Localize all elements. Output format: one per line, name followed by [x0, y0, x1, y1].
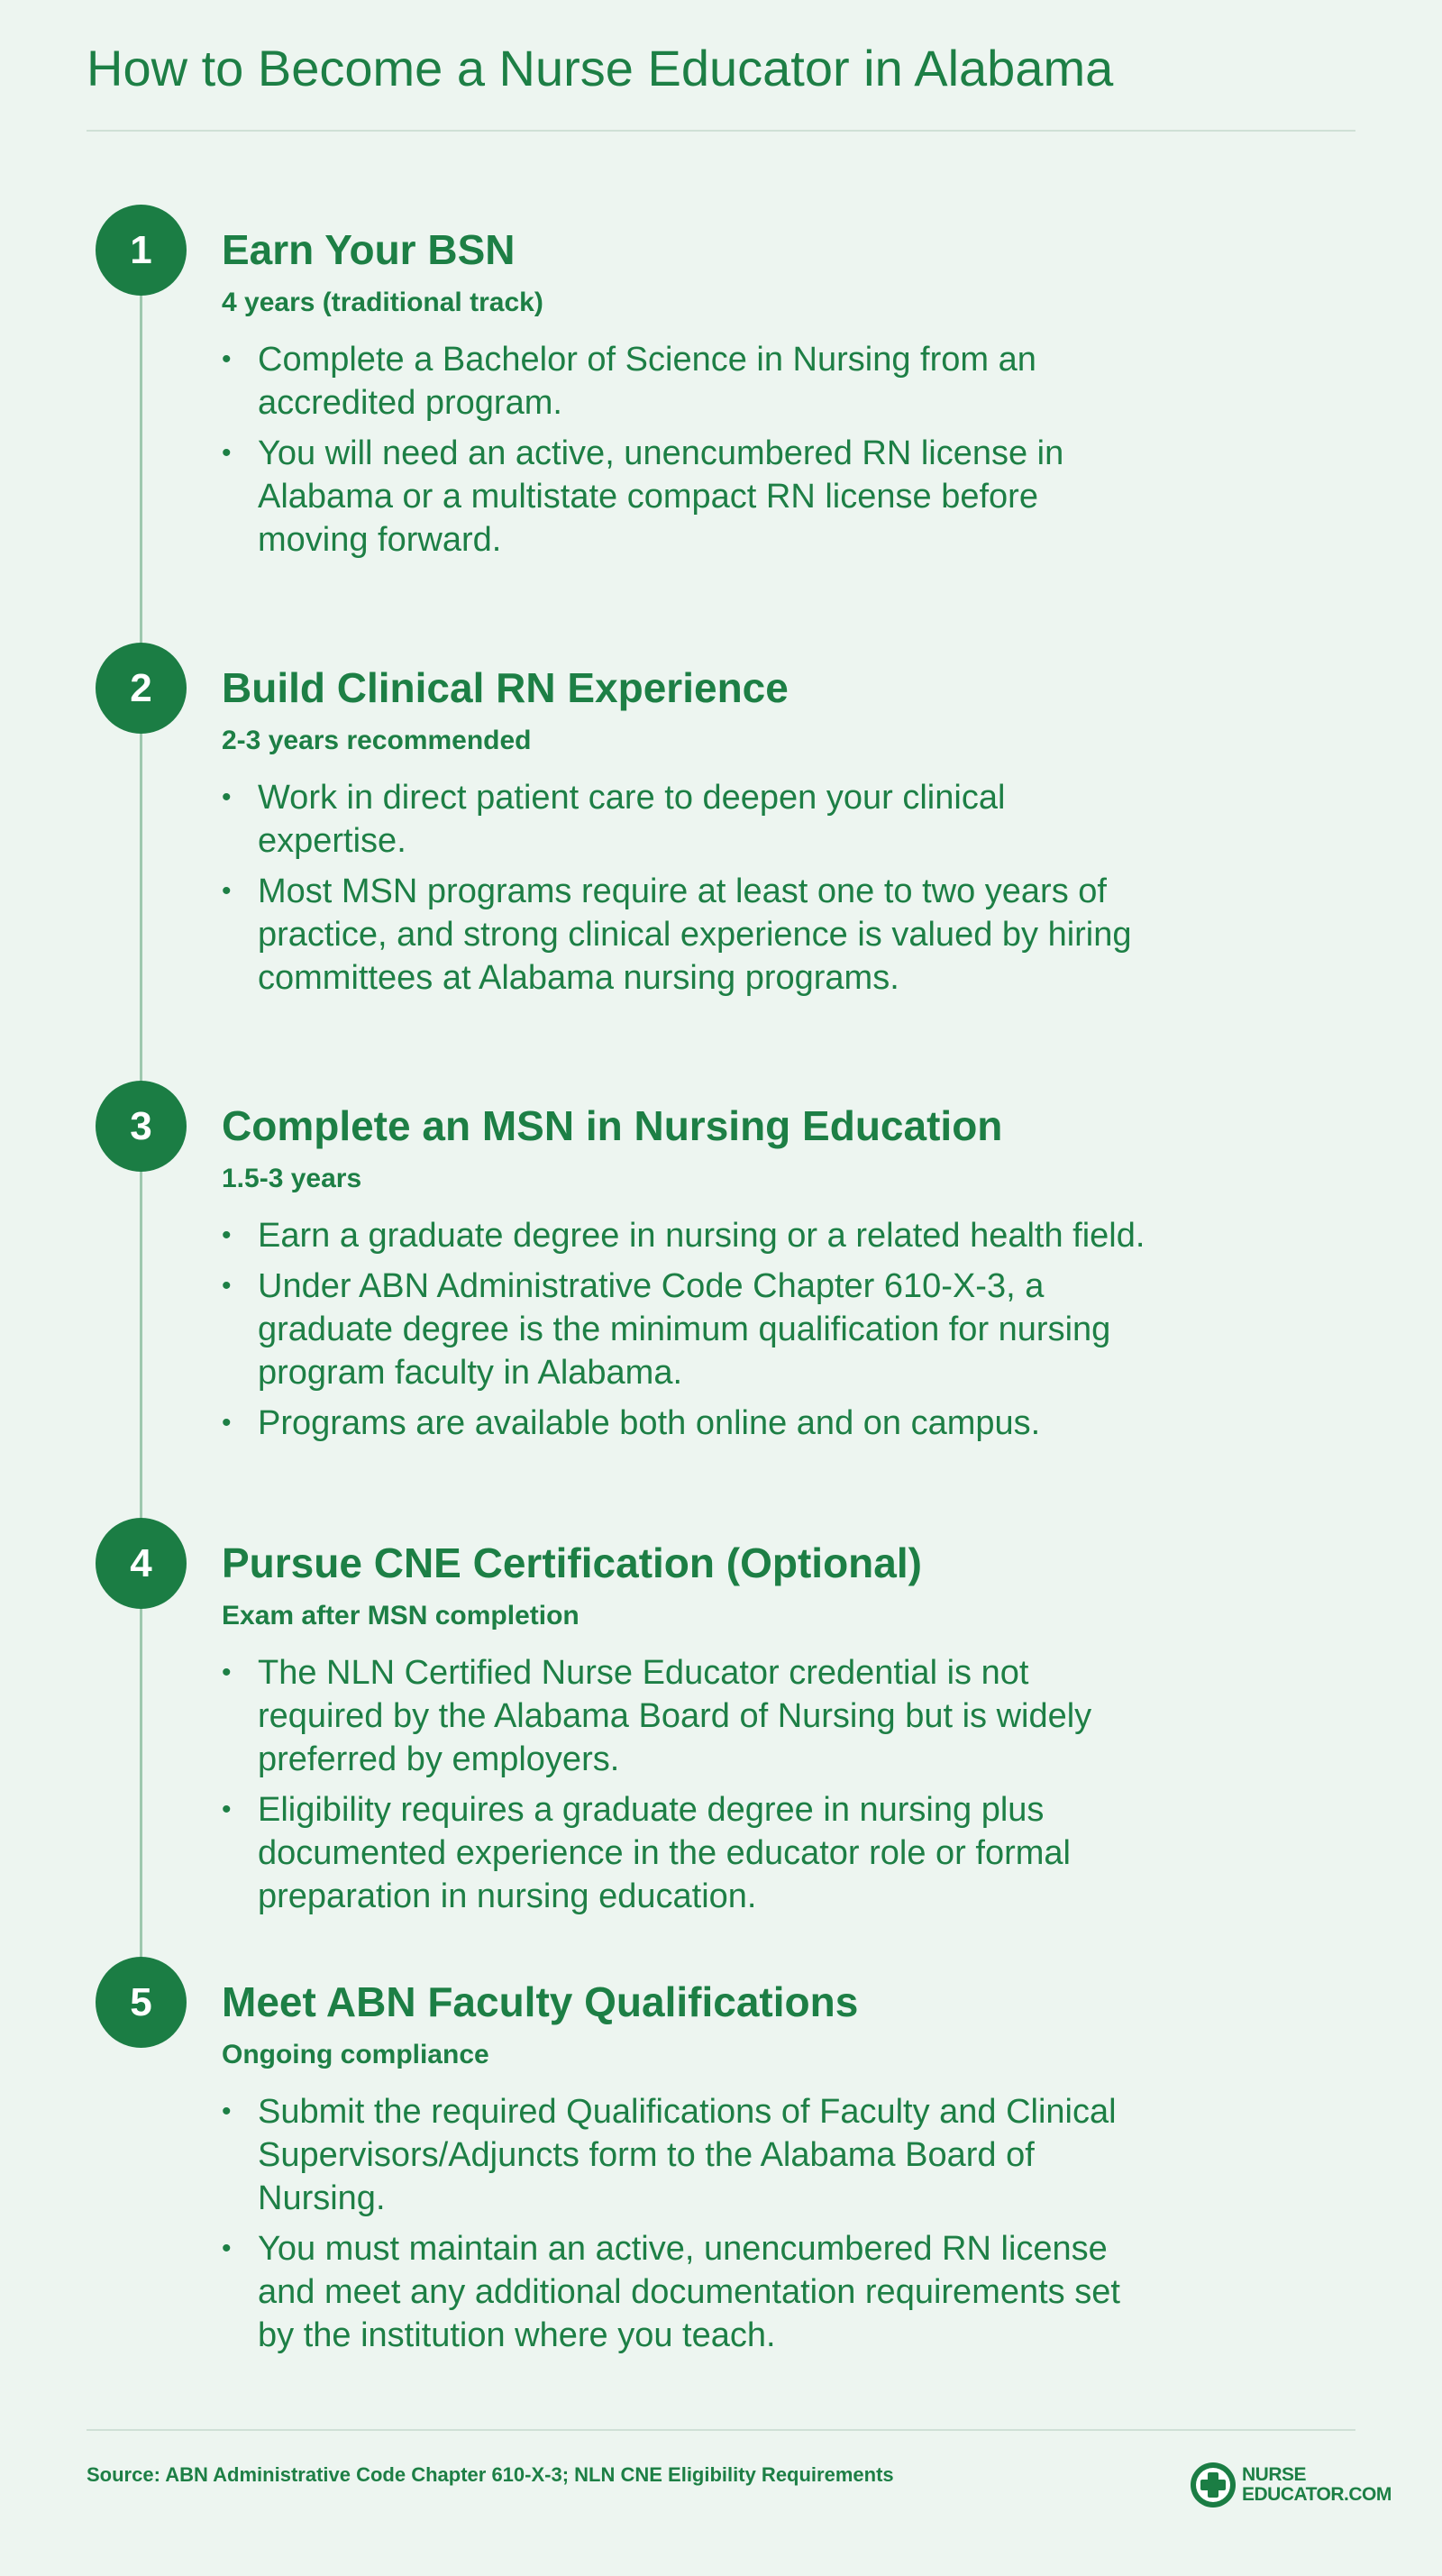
step-title: Complete an MSN in Nursing Education [222, 1102, 1003, 1149]
step-number-badge: 4 [96, 1518, 187, 1609]
step-bullet: • Most MSN programs require at least one to two years of practice, and strong clinical experience is valued by hiring committees at Alabama nursing programs. [222, 870, 1150, 1000]
step-bullet-list [222, 1651, 1150, 1925]
step-bullet-list [222, 2090, 1150, 2364]
step-bullet-list [222, 776, 1150, 1007]
footer-divider [87, 2429, 1355, 2431]
step-bullet: • Submit the required Qualifications of Faculty and Clinical Supervisors/Adjuncts form to the Alabama Board of Nursing. [222, 2090, 1150, 2220]
step-duration: 2-3 years recommended [222, 726, 532, 755]
nurse-educator-logo [1190, 2460, 1392, 2510]
step-bullet: • You must maintain an active, unencumbered RN license and meet any additional documentation requirements set by the institution where you teach. [222, 2227, 1150, 2357]
step-bullet: • Programs are available both online and on campus. [222, 1402, 1150, 1445]
logo-text-line1: NURSE [1242, 2464, 1307, 2485]
step-bullet-list [222, 1214, 1150, 1452]
page-title: How to Become a Nurse Educator in Alabama [87, 40, 1114, 96]
step-number-badge: 1 [96, 205, 187, 296]
step-bullet: • The NLN Certified Nurse Educator credential is not required by the Alabama Board of Nursing but is widely preferred by employers. [222, 1651, 1150, 1781]
step-bullet: • Under ABN Administrative Code Chapter 610-X-3, a graduate degree is the minimum qualification for nursing program faculty in Alabama. [222, 1265, 1150, 1394]
source-note: Source: ABN Administrative Code Chapter 610-X-3; NLN CNE Eligibility Requirements [87, 2463, 894, 2486]
step-bullet: • Work in direct patient care to deepen your clinical expertise. [222, 776, 1150, 863]
step-title: Build Clinical RN Experience [222, 664, 789, 711]
step-number-badge: 2 [96, 643, 187, 734]
step-bullet-list [222, 338, 1150, 569]
step-title: Pursue CNE Certification (Optional) [222, 1539, 922, 1586]
medical-cross-icon [1190, 2462, 1237, 2508]
step-title: Earn Your BSN [222, 226, 516, 273]
step-bullet: • You will need an active, unencumbered RN license in Alabama or a multistate compact RN license before moving forward. [222, 432, 1150, 562]
logo-text-line2: EDUCATOR.COM [1242, 2484, 1392, 2505]
step-duration: 1.5-3 years [222, 1164, 362, 1193]
step-duration: Ongoing compliance [222, 2040, 489, 2069]
header-divider [87, 130, 1355, 132]
step-bullet: • Complete a Bachelor of Science in Nursing from an accredited program. [222, 338, 1150, 425]
step-number-badge: 3 [96, 1081, 187, 1172]
step-title: Meet ABN Faculty Qualifications [222, 1978, 859, 2025]
step-duration: 4 years (traditional track) [222, 288, 543, 317]
step-duration: Exam after MSN completion [222, 1601, 580, 1631]
step-bullet: • Eligibility requires a graduate degree in nursing plus documented experience in the educator role or formal preparation in nursing education. [222, 1788, 1150, 1918]
step-number-badge: 5 [96, 1957, 187, 2048]
step-bullet: • Earn a graduate degree in nursing or a related health field. [222, 1214, 1150, 1257]
